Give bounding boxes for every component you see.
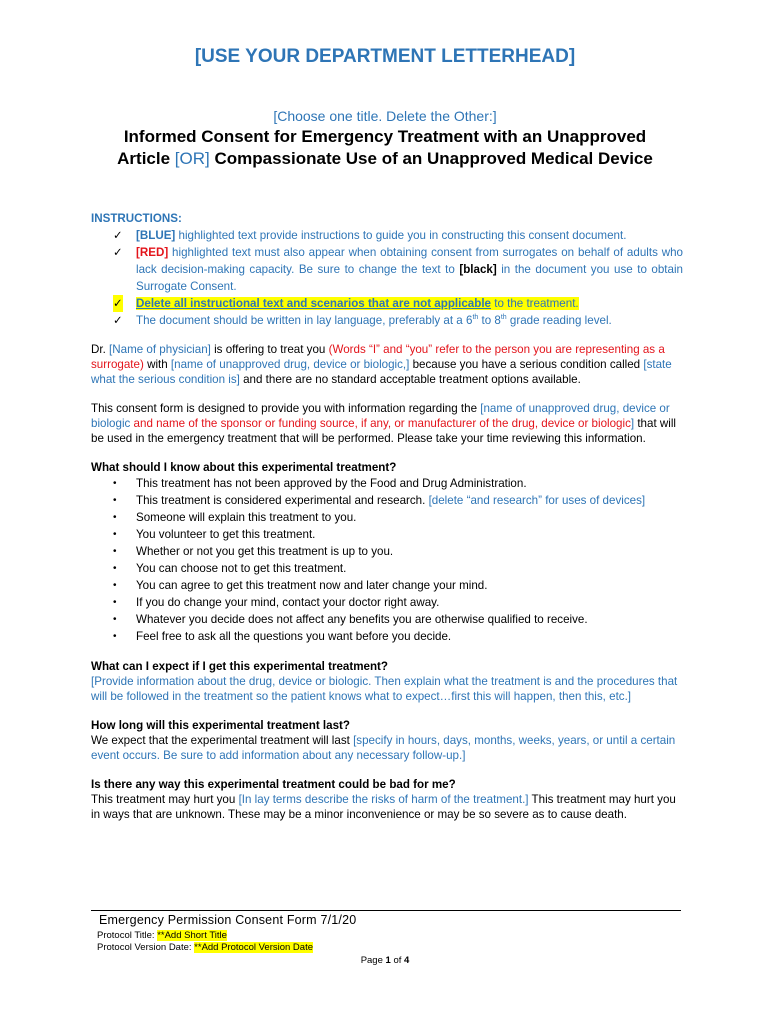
document-title xyxy=(0,126,770,170)
bullet-icon: • xyxy=(113,512,117,523)
choose-title-note: [Choose one title. Delete the Other:] xyxy=(273,108,497,124)
footer-value: **Add Protocol Version Date xyxy=(194,942,313,953)
instructions-heading: INSTRUCTIONS: xyxy=(91,212,182,225)
title-line2-part-b: Compassionate Use of an Unapproved Medical Device xyxy=(209,149,653,168)
page-label: Page xyxy=(360,955,386,966)
instruction-text: to 8 xyxy=(478,314,501,327)
intro-text: because you have a serious condition called xyxy=(409,358,644,371)
title-or: [OR] xyxy=(174,149,210,168)
procedure-placeholder: [Provide information about the drug, device or biologic. Then explain what the treatment is and the procedures that will be followed in the treatment so the patient knows what to expect…first this will happen, then this, etc.] xyxy=(91,675,678,703)
experimental-facts-list xyxy=(91,475,683,645)
list-item xyxy=(91,628,683,645)
black-tag: [black] xyxy=(459,263,497,276)
instruction-item xyxy=(91,244,683,295)
footer-protocol-title xyxy=(97,930,227,942)
list-item xyxy=(91,543,683,560)
intro-text: Dr. xyxy=(91,343,110,356)
bullet-icon: • xyxy=(113,580,117,591)
risks-text: This treatment may hurt you xyxy=(91,793,239,806)
checkmark-icon: ✓ xyxy=(113,297,123,310)
page-total: 4 xyxy=(404,955,410,966)
list-item xyxy=(91,526,683,543)
duration-placeholder: [specify in hours, days, months, weeks, years, or until a certain event occurs. Be sure to add information about any necessary follow-up.] xyxy=(91,734,676,762)
duration-paragraph xyxy=(91,733,683,763)
list-item xyxy=(91,492,683,509)
letterhead-placeholder: [USE YOUR DEPARTMENT LETTERHEAD] xyxy=(194,46,576,67)
condition-placeholder: [state what the serious condition is] xyxy=(91,358,672,386)
list-item-text: Someone will explain this treatment to you. xyxy=(136,511,357,524)
list-item-text: You can choose not to get this treatment. xyxy=(136,562,347,575)
footer-value: **Add Short Title xyxy=(157,930,227,941)
section-heading: Is there any way this experimental treatment could be bad for me? xyxy=(91,778,456,791)
list-item-text: You volunteer to get this treatment. xyxy=(136,528,316,541)
delete-instruction-bold: Delete all instructional text and scenarios that are not applicable xyxy=(136,297,491,310)
instruction-text: highlighted text provide instructions to guide you in constructing this consent document. xyxy=(175,229,627,242)
footer-label: Protocol Title: xyxy=(97,930,158,941)
section-heading: How long will this experimental treatment last? xyxy=(91,719,350,732)
bullet-icon: • xyxy=(113,597,117,608)
intro-text: with xyxy=(143,358,171,371)
checkmark-icon: ✓ xyxy=(113,314,123,327)
list-item xyxy=(91,594,683,611)
duration-text: We expect that the experimental treatment will last xyxy=(91,734,354,747)
consent-paragraph xyxy=(91,401,683,446)
intro-paragraph xyxy=(91,342,683,387)
document-body xyxy=(91,211,683,822)
instruction-item xyxy=(91,312,683,329)
surrogate-note: (Words “I” and “you” refer to the person you are representing as a surrogate) xyxy=(91,343,665,371)
list-item-text: This treatment is considered experimental and research. xyxy=(136,494,429,507)
instruction-text: to the treatment. xyxy=(491,297,579,310)
footer-label: Protocol Version Date: xyxy=(97,942,195,953)
section-heading: What should I know about this experimental treatment? xyxy=(91,461,397,474)
footer-divider xyxy=(91,910,681,911)
checkmark-icon: ✓ xyxy=(113,246,123,259)
list-item xyxy=(91,475,683,492)
page-of: of xyxy=(390,955,405,966)
section-heading: What can I expect if I get this experimental treatment? xyxy=(91,660,388,673)
bullet-icon: • xyxy=(113,631,117,642)
risks-placeholder: [In lay terms describe the risks of harm of the treatment.] xyxy=(238,793,529,806)
physician-placeholder: [Name of physician] xyxy=(109,343,211,356)
superscript: th xyxy=(472,314,479,322)
title-line2-part-a: Article xyxy=(117,149,175,168)
red-tag: [RED] xyxy=(136,246,169,259)
intro-text: is offering to treat you xyxy=(210,343,329,356)
instruction-text: in the document you use to obtain Surrogate Consent. xyxy=(136,263,683,293)
footer-protocol-version xyxy=(97,942,313,954)
list-item-text: If you do change your mind, contact your doctor right away. xyxy=(136,596,440,609)
page-current: 1 xyxy=(385,955,391,966)
instruction-text: highlighted text must also appear when obtaining consent from surrogates on behalf of adults who lack decision-making capacity. Be sure to change the text to xyxy=(136,246,683,276)
superscript: th xyxy=(500,314,507,322)
list-item-text: Whether or not you get this treatment is up to you. xyxy=(136,545,394,558)
drug-placeholder: [name of unapproved drug, device or biologic xyxy=(91,402,670,430)
list-item xyxy=(91,611,683,628)
bullet-icon: • xyxy=(113,478,117,489)
risks-paragraph xyxy=(91,792,683,822)
instructions-list xyxy=(91,227,683,329)
list-item xyxy=(91,509,683,526)
checkmark-icon: ✓ xyxy=(113,229,123,242)
risks-text: This treatment may hurt you in ways that are unknown. These may be a minor inconvenience or may be so severe as to cause death. xyxy=(91,793,676,821)
instruction-item xyxy=(91,227,683,244)
blue-tag: [BLUE] xyxy=(136,229,176,242)
bullet-icon: • xyxy=(113,614,117,625)
bracket-close: ] xyxy=(630,417,635,430)
title-line-1: Informed Consent for Emergency Treatment with an Unapproved xyxy=(123,127,647,146)
intro-text: and there are no standard acceptable treatment options available. xyxy=(239,373,581,386)
list-item-text: This treatment has not been approved by the Food and Drug Administration. xyxy=(136,477,527,490)
bullet-icon: • xyxy=(113,529,117,540)
list-item-text: Whatever you decide does not affect any benefits you are otherwise qualified to receive. xyxy=(136,613,588,626)
device-note: [delete “and research” for uses of devices] xyxy=(428,494,646,507)
sponsor-placeholder: and name of the sponsor or funding source, if any, or manufacturer of the drug, device or biologic xyxy=(130,417,631,430)
footer-form-name: Emergency Permission Consent Form 7/1/20 xyxy=(99,913,357,927)
list-item-text: You can agree to get this treatment now and later change your mind. xyxy=(136,579,488,592)
bullet-icon: • xyxy=(113,495,117,506)
instruction-text: grade reading level. xyxy=(506,314,612,327)
instruction-item xyxy=(91,295,683,312)
consent-text: that will be used in the emergency treatment that will be performed. Please take your time reviewing this information. xyxy=(91,417,676,445)
drug-placeholder: [name of unapproved drug, device or biologic,] xyxy=(170,358,410,371)
consent-text: This consent form is designed to provide you with information regarding the xyxy=(91,402,481,415)
bullet-icon: • xyxy=(113,546,117,557)
list-item-text: Feel free to ask all the questions you want before you decide. xyxy=(136,630,452,643)
instruction-text: The document should be written in lay language, preferably at a 6 xyxy=(136,314,473,327)
page-number xyxy=(0,955,770,966)
list-item xyxy=(91,560,683,577)
title-line-2 xyxy=(0,148,770,170)
bullet-icon: • xyxy=(113,563,117,574)
list-item xyxy=(91,577,683,594)
